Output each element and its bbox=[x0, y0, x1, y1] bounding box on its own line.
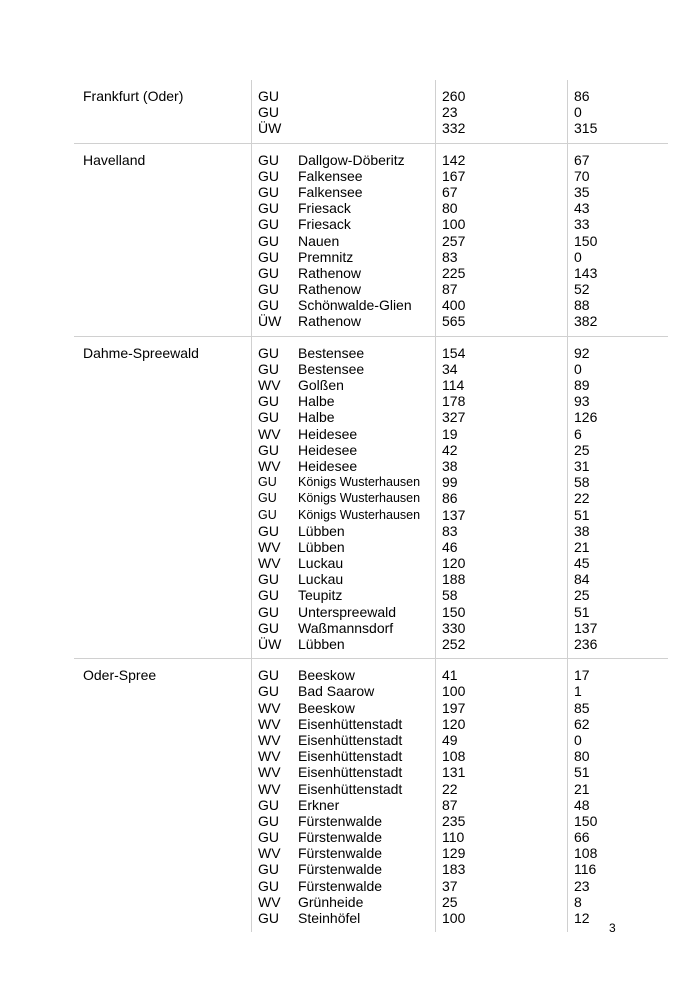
place-name-column bbox=[298, 143, 436, 336]
place-name: Lübben bbox=[298, 522, 345, 539]
place-name: Teupitz bbox=[298, 587, 343, 604]
value-1: 41 bbox=[442, 667, 458, 684]
place-name: Bestensee bbox=[298, 360, 365, 377]
region-cell bbox=[74, 659, 252, 933]
value-1: 37 bbox=[442, 877, 458, 894]
value-1: 330 bbox=[442, 619, 466, 636]
value-1: 565 bbox=[442, 313, 466, 330]
facility-type: GU bbox=[258, 88, 279, 104]
value-2: 6 bbox=[574, 425, 582, 442]
value-1: 38 bbox=[442, 457, 458, 474]
region-cell bbox=[74, 143, 252, 336]
place-name: Dallgow-Döberitz bbox=[298, 151, 405, 168]
place-name: Fürstenwalde bbox=[298, 845, 383, 862]
value-1: 120 bbox=[442, 555, 466, 572]
page-number: 3 bbox=[609, 921, 616, 935]
place-name bbox=[298, 120, 435, 136]
place-name: Waßmannsdorf bbox=[298, 619, 394, 636]
place-name: Luckau bbox=[298, 555, 344, 572]
facility-type: GU bbox=[258, 151, 279, 168]
place-name: Eisenhüttenstadt bbox=[298, 731, 403, 748]
facility-type: WV bbox=[258, 748, 281, 765]
region-name: Frankfurt (Oder) bbox=[83, 88, 184, 104]
place-name bbox=[298, 88, 435, 104]
facility-type: WV bbox=[258, 538, 281, 555]
facility-type: GU bbox=[258, 297, 279, 314]
value-1: 400 bbox=[442, 297, 466, 314]
place-name: Königs Wusterhausen bbox=[298, 475, 421, 490]
value-1: 34 bbox=[442, 360, 458, 377]
value-1: 83 bbox=[442, 522, 458, 539]
value-1: 108 bbox=[442, 748, 466, 765]
value-2: 67 bbox=[574, 151, 590, 168]
facility-type: WV bbox=[258, 731, 281, 748]
facility-type: GU bbox=[258, 603, 279, 620]
table-row bbox=[74, 143, 668, 336]
facility-type: GU bbox=[258, 393, 279, 410]
facility-type: GU bbox=[258, 183, 279, 200]
value-1-column bbox=[436, 80, 568, 143]
table-body bbox=[74, 80, 668, 932]
value-2: 12 bbox=[574, 910, 590, 926]
place-name: Lübben bbox=[298, 538, 345, 555]
value-2: 84 bbox=[574, 571, 590, 588]
place-name: Heidesee bbox=[298, 457, 358, 474]
value-2: 0 bbox=[574, 248, 582, 265]
place-name-column bbox=[298, 336, 436, 659]
value-1: 257 bbox=[442, 232, 466, 249]
value-1: 183 bbox=[442, 861, 466, 878]
place-name-column bbox=[298, 659, 436, 933]
place-name: Eisenhüttenstadt bbox=[298, 748, 403, 765]
place-name: Friesack bbox=[298, 216, 351, 233]
facility-type: WV bbox=[258, 457, 281, 474]
place-name: Eisenhüttenstadt bbox=[298, 780, 403, 797]
value-1: 129 bbox=[442, 845, 466, 862]
value-1: 19 bbox=[442, 425, 458, 442]
value-1: 23 bbox=[442, 104, 458, 121]
region-name: Dahme-Spreewald bbox=[83, 344, 199, 361]
value-2: 35 bbox=[574, 183, 590, 200]
facility-type: WV bbox=[258, 764, 281, 781]
value-1: 100 bbox=[442, 216, 466, 233]
value-2: 0 bbox=[574, 731, 582, 748]
value-1: 137 bbox=[442, 506, 466, 523]
facility-type: WV bbox=[258, 715, 281, 732]
place-name: Falkensee bbox=[298, 183, 363, 200]
value-2: 92 bbox=[574, 344, 590, 361]
place-name: Heidesee bbox=[298, 441, 358, 458]
place-name: Eisenhüttenstadt bbox=[298, 764, 403, 781]
table-row bbox=[74, 659, 668, 933]
document-page bbox=[74, 80, 668, 932]
place-name: Fürstenwalde bbox=[298, 812, 383, 829]
value-2: 51 bbox=[574, 764, 590, 781]
place-name: Falkensee bbox=[298, 167, 363, 184]
facility-type: GU bbox=[258, 812, 279, 829]
value-2: 89 bbox=[574, 377, 590, 393]
place-name: Rathenow bbox=[298, 264, 362, 281]
region-name: Oder-Spree bbox=[83, 667, 157, 684]
facility-type: GU bbox=[258, 409, 279, 426]
value-1: 327 bbox=[442, 409, 466, 426]
place-name: Rathenow bbox=[298, 313, 362, 330]
value-2: 108 bbox=[574, 845, 598, 862]
value-1: 197 bbox=[442, 699, 466, 716]
place-name: Golßen bbox=[298, 377, 344, 393]
value-2-column bbox=[568, 80, 669, 143]
value-2: 315 bbox=[574, 120, 598, 137]
value-1-column bbox=[436, 659, 568, 933]
value-1: 49 bbox=[442, 731, 458, 748]
value-2: 48 bbox=[574, 796, 590, 813]
value-2: 58 bbox=[574, 474, 590, 491]
facility-type: WV bbox=[258, 893, 281, 910]
facility-type: GU bbox=[258, 264, 279, 281]
value-2: 143 bbox=[574, 264, 598, 281]
place-name: Lübben bbox=[298, 636, 345, 652]
value-2: 126 bbox=[574, 409, 598, 426]
place-name: Eisenhüttenstadt bbox=[298, 715, 403, 732]
value-2: 70 bbox=[574, 167, 590, 184]
value-1: 150 bbox=[442, 603, 466, 620]
value-2: 25 bbox=[574, 441, 590, 458]
facility-type: GU bbox=[258, 232, 279, 249]
value-1: 25 bbox=[442, 893, 458, 910]
value-1-column bbox=[436, 143, 568, 336]
value-1: 100 bbox=[442, 910, 466, 926]
value-1: 42 bbox=[442, 441, 458, 458]
place-name: Fürstenwalde bbox=[298, 829, 383, 846]
value-2: 85 bbox=[574, 699, 590, 716]
place-name: Friesack bbox=[298, 200, 351, 217]
value-1: 260 bbox=[442, 88, 466, 104]
facility-type: GU bbox=[258, 507, 277, 522]
facility-type: GU bbox=[258, 861, 279, 878]
place-name: Premnitz bbox=[298, 248, 354, 265]
region-name: Havelland bbox=[83, 151, 146, 168]
facility-type: ÜW bbox=[258, 120, 282, 137]
facility-type: GU bbox=[258, 587, 279, 604]
value-1: 87 bbox=[442, 281, 458, 298]
value-2: 43 bbox=[574, 200, 590, 217]
value-1: 154 bbox=[442, 344, 466, 361]
place-name: Beeskow bbox=[298, 667, 355, 684]
value-1: 46 bbox=[442, 538, 458, 555]
place-name: Fürstenwalde bbox=[298, 861, 383, 878]
facility-type: WV bbox=[258, 555, 281, 572]
facility-type-column bbox=[252, 336, 299, 659]
value-2: 23 bbox=[574, 877, 590, 894]
value-2: 51 bbox=[574, 603, 590, 620]
place-name: Erkner bbox=[298, 796, 340, 813]
facility-type: GU bbox=[258, 877, 279, 894]
value-2: 116 bbox=[574, 861, 597, 878]
facility-type: WV bbox=[258, 425, 281, 442]
value-2: 0 bbox=[574, 104, 582, 121]
value-2-column bbox=[568, 143, 669, 336]
place-name bbox=[298, 104, 435, 120]
value-2: 382 bbox=[574, 313, 598, 330]
value-2: 21 bbox=[574, 538, 590, 555]
place-name: Halbe bbox=[298, 393, 335, 410]
facility-type: GU bbox=[258, 248, 279, 265]
value-1: 58 bbox=[442, 587, 458, 604]
value-2-column bbox=[568, 659, 669, 933]
value-2: 33 bbox=[574, 216, 590, 233]
place-name-column bbox=[298, 80, 436, 143]
value-1: 87 bbox=[442, 796, 458, 813]
place-name: Königs Wusterhausen bbox=[298, 507, 421, 522]
facility-type: GU bbox=[258, 522, 279, 539]
place-name: Luckau bbox=[298, 571, 344, 588]
facility-type: GU bbox=[258, 200, 279, 217]
value-2: 86 bbox=[574, 88, 590, 104]
place-name: Steinhöfel bbox=[298, 910, 361, 926]
facility-type: GU bbox=[258, 281, 279, 298]
facility-type: GU bbox=[258, 491, 277, 506]
facility-type: GU bbox=[258, 683, 279, 700]
value-2: 1 bbox=[574, 683, 582, 700]
facility-type: GU bbox=[258, 475, 277, 490]
value-1: 131 bbox=[442, 764, 466, 781]
value-2: 51 bbox=[574, 506, 590, 523]
value-1: 235 bbox=[442, 812, 466, 829]
table-row bbox=[74, 336, 668, 659]
facility-type-column bbox=[252, 143, 299, 336]
region-cell bbox=[74, 80, 252, 143]
facility-type: ÜW bbox=[258, 313, 282, 330]
value-1: 252 bbox=[442, 636, 466, 652]
value-1: 225 bbox=[442, 264, 466, 281]
value-2: 22 bbox=[574, 490, 590, 507]
value-1: 120 bbox=[442, 715, 466, 732]
value-1: 100 bbox=[442, 683, 466, 700]
value-1: 86 bbox=[442, 490, 458, 507]
facility-type-column bbox=[252, 80, 299, 143]
facility-type: ÜW bbox=[258, 636, 282, 652]
facility-type: GU bbox=[258, 104, 279, 121]
value-1: 67 bbox=[442, 183, 458, 200]
value-1: 332 bbox=[442, 120, 466, 137]
value-1: 110 bbox=[442, 829, 465, 846]
value-2: 0 bbox=[574, 360, 582, 377]
facility-type: WV bbox=[258, 377, 281, 393]
value-2: 31 bbox=[574, 457, 590, 474]
place-name: Schönwalde-Glien bbox=[298, 297, 412, 314]
place-name: Nauen bbox=[298, 232, 340, 249]
place-name: Bestensee bbox=[298, 344, 365, 361]
facility-table bbox=[74, 80, 668, 932]
value-2: 45 bbox=[574, 555, 590, 572]
facility-type: WV bbox=[258, 780, 281, 797]
value-2: 21 bbox=[574, 780, 590, 797]
value-2-column bbox=[568, 336, 669, 659]
facility-type: GU bbox=[258, 667, 279, 684]
value-1: 142 bbox=[442, 151, 466, 168]
facility-type: GU bbox=[258, 829, 279, 846]
place-name: Königs Wusterhausen bbox=[298, 491, 421, 506]
value-2: 8 bbox=[574, 893, 582, 910]
value-1: 178 bbox=[442, 393, 466, 410]
facility-type: GU bbox=[258, 344, 279, 361]
place-name: Bad Saarow bbox=[298, 683, 375, 700]
value-1: 22 bbox=[442, 780, 458, 797]
value-1: 167 bbox=[442, 167, 466, 184]
value-2: 150 bbox=[574, 812, 598, 829]
facility-type: GU bbox=[258, 167, 279, 184]
facility-type: GU bbox=[258, 571, 279, 588]
value-2: 17 bbox=[574, 667, 590, 684]
facility-type: GU bbox=[258, 360, 279, 377]
facility-type: WV bbox=[258, 845, 281, 862]
value-2: 88 bbox=[574, 297, 590, 314]
value-2: 62 bbox=[574, 715, 590, 732]
value-1: 188 bbox=[442, 571, 466, 588]
value-2: 52 bbox=[574, 281, 590, 298]
value-2: 66 bbox=[574, 829, 590, 846]
value-1: 80 bbox=[442, 200, 458, 217]
value-2: 25 bbox=[574, 587, 590, 604]
facility-type: GU bbox=[258, 619, 279, 636]
facility-type: GU bbox=[258, 216, 279, 233]
facility-type: GU bbox=[258, 796, 279, 813]
value-1-column bbox=[436, 336, 568, 659]
facility-type-column bbox=[252, 659, 299, 933]
value-2: 150 bbox=[574, 232, 598, 249]
place-name: Heidesee bbox=[298, 425, 358, 442]
value-2: 137 bbox=[574, 619, 598, 636]
region-cell bbox=[74, 336, 252, 659]
place-name: Halbe bbox=[298, 409, 335, 426]
value-2: 38 bbox=[574, 522, 590, 539]
place-name: Rathenow bbox=[298, 281, 362, 298]
table-row bbox=[74, 80, 668, 143]
value-1: 114 bbox=[442, 377, 465, 393]
place-name: Fürstenwalde bbox=[298, 877, 383, 894]
place-name: Grünheide bbox=[298, 893, 364, 910]
facility-type: GU bbox=[258, 910, 279, 926]
value-2: 93 bbox=[574, 393, 590, 410]
facility-type: GU bbox=[258, 441, 279, 458]
value-1: 99 bbox=[442, 474, 458, 491]
value-2: 236 bbox=[574, 636, 598, 652]
place-name: Unterspreewald bbox=[298, 603, 397, 620]
facility-type: WV bbox=[258, 699, 281, 716]
value-2: 80 bbox=[574, 748, 590, 765]
place-name: Beeskow bbox=[298, 699, 355, 716]
value-1: 83 bbox=[442, 248, 458, 265]
